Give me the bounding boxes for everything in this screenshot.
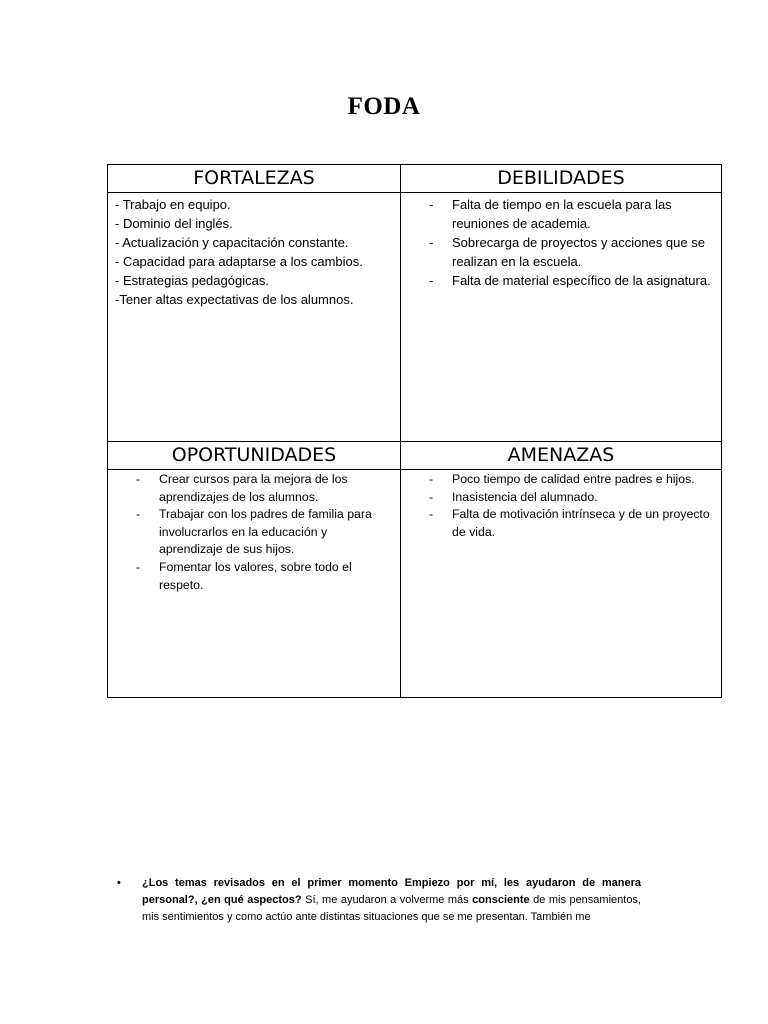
dash-marker: - bbox=[429, 489, 434, 504]
fortalezas-item: - Trabajo en equipo. bbox=[115, 197, 231, 212]
fortalezas-list bbox=[108, 193, 400, 309]
amenazas-item-text: Inasistencia del alumnado. bbox=[452, 489, 598, 504]
oportunidades-item-text: Crear cursos para la mejora de los aprendizajes de los alumnos. bbox=[159, 472, 348, 504]
oportunidades-item bbox=[108, 559, 394, 594]
question-bold-text: ¿Los temas revisados en el primer momento Empiezo por mí, les ayudaron de manera personal?, ¿en qué aspectos? bbox=[142, 877, 641, 906]
answer-text-continued: de mis pensamientos, mis sentimientos y como actúo ante distintas situaciones que se me presentan. También me bbox=[142, 894, 641, 923]
fortalezas-item: - Capacidad para adaptarse a los cambios. bbox=[115, 254, 363, 269]
amenazas-item bbox=[401, 471, 715, 489]
document-title: FODA bbox=[347, 93, 421, 120]
answer-text: Sí, me ayudaron a volverme más bbox=[301, 894, 473, 906]
debilidades-item-text: Falta de tiempo en la escuela para las reuniones de academia. bbox=[452, 197, 672, 231]
debilidades-list bbox=[401, 193, 721, 290]
oportunidades-item bbox=[108, 471, 394, 506]
dash-marker: - bbox=[136, 507, 141, 522]
fortalezas-item: - Dominio del inglés. bbox=[115, 216, 233, 231]
debilidades-item bbox=[401, 195, 715, 233]
oportunidades-cell bbox=[108, 470, 401, 698]
fortalezas-item: -Tener altas expectativas de los alumnos. bbox=[115, 292, 354, 307]
dash-marker: - bbox=[429, 273, 434, 288]
debilidades-item-text: Sobrecarga de proyectos y acciones que se realizan en la escuela. bbox=[452, 235, 705, 269]
amenazas-item bbox=[401, 506, 715, 541]
amenazas-list bbox=[401, 470, 721, 541]
amenazas-item-text: Falta de motivación intrínseca y de un proyecto de vida. bbox=[452, 507, 710, 539]
reflection-question bbox=[117, 875, 641, 926]
fortalezas-header: FORTALEZAS bbox=[108, 165, 401, 193]
bullet-marker: • bbox=[117, 877, 121, 889]
fortalezas-item: - Actualización y capacitación constante. bbox=[115, 235, 349, 250]
debilidades-item bbox=[401, 271, 715, 290]
dash-marker: - bbox=[429, 197, 434, 212]
dash-marker: - bbox=[429, 235, 434, 250]
dash-marker: - bbox=[136, 559, 141, 574]
question-paragraph bbox=[142, 875, 641, 926]
dash-marker: - bbox=[429, 507, 434, 522]
dash-marker: - bbox=[429, 472, 434, 486]
amenazas-cell bbox=[401, 470, 722, 698]
debilidades-item-text: Falta de material específico de la asignatura. bbox=[452, 273, 711, 288]
oportunidades-list bbox=[108, 470, 400, 594]
amenazas-item-text: Poco tiempo de calidad entre padres e hijos. bbox=[452, 472, 695, 486]
answer-bold-word: consciente bbox=[472, 894, 530, 906]
amenazas-header: AMENAZAS bbox=[401, 442, 722, 470]
oportunidades-item-text: Trabajar con los padres de familia para involucrarlos en la educación y aprendizaje de sus hijos. bbox=[159, 507, 372, 557]
amenazas-item bbox=[401, 489, 715, 507]
oportunidades-item-text: Fomentar los valores, sobre todo el respeto. bbox=[159, 559, 352, 592]
dash-marker: - bbox=[136, 472, 141, 486]
oportunidades-header: OPORTUNIDADES bbox=[108, 442, 401, 470]
oportunidades-item bbox=[108, 506, 394, 559]
debilidades-cell bbox=[401, 193, 722, 442]
fortalezas-cell bbox=[108, 193, 401, 442]
fortalezas-item: - Estrategias pedagógicas. bbox=[115, 273, 269, 288]
debilidades-header: DEBILIDADES bbox=[401, 165, 722, 193]
foda-table bbox=[107, 164, 722, 698]
debilidades-item bbox=[401, 233, 715, 271]
